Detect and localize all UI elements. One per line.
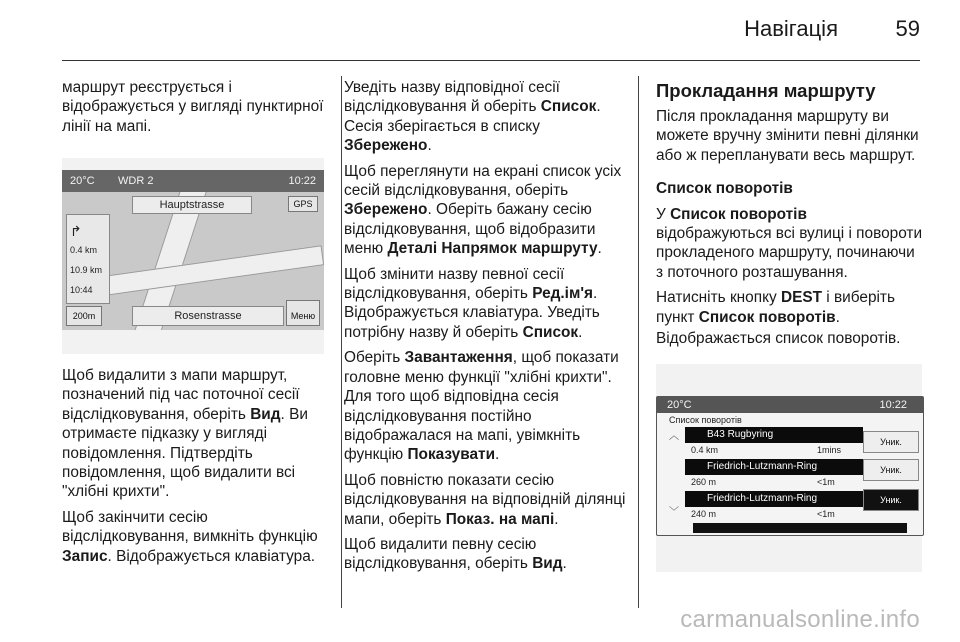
turn-list-display xyxy=(656,396,924,536)
turn-row[interactable] xyxy=(685,491,863,507)
temperature: 20°C xyxy=(667,399,692,411)
avoid-button[interactable]: Уник. xyxy=(863,489,919,511)
page-title: Навігація xyxy=(744,16,838,41)
map-scale[interactable]: 200m xyxy=(66,306,102,326)
map-road xyxy=(82,245,324,298)
paragraph: Щоб переглянути на екрані список усіх сесій відслідковування, оберіть Збережено. Оберіть бажану сесію відслідковування, щоб відобразити меню Деталі Напрямок маршруту. xyxy=(344,162,622,258)
bold-term: Вид xyxy=(532,555,563,573)
paragraph: Щоб змінити назву певної сесії відслідковування, оберіть Ред.ім'я. Відображується клавіатура. Уведіть потрібну назву й оберіть Список. xyxy=(344,265,600,341)
bold-term: Запис xyxy=(62,547,108,565)
map-area xyxy=(62,192,324,330)
bold-term: Завантаження xyxy=(404,349,513,367)
list-title: Список поворотів xyxy=(669,415,742,425)
bold-term: Ред.ім'я xyxy=(532,285,593,303)
bold-term: Показувати xyxy=(407,446,496,464)
bold-term: Вид xyxy=(250,405,281,423)
menu-label: Меню xyxy=(290,311,316,321)
street-name: B43 Rugbyring xyxy=(707,429,774,440)
paragraph: Відображається список поворотів. xyxy=(656,330,901,348)
status-bar xyxy=(657,397,923,413)
street-name: Friedrich-Lutzmann-Ring xyxy=(707,493,818,504)
paragraph: Після прокладання маршруту ви можете вручну змінити певні ділянки або ж перепланувати весь маршрут. xyxy=(656,108,919,164)
turn-list-screenshot xyxy=(656,364,922,572)
bold-term: Список xyxy=(522,323,579,341)
subsection-heading: Список поворотів xyxy=(656,180,793,198)
paragraph: Щоб повністю показати сесію відслідковування на відповідній ділянці мапи, оберіть Показ. на мапі. xyxy=(344,471,626,528)
temperature: 20°C xyxy=(70,175,95,187)
chevron-down-icon[interactable]: ﹀ xyxy=(669,507,679,518)
street-label-top: Hauptstrasse xyxy=(132,196,252,214)
turn-row[interactable] xyxy=(685,427,863,443)
paragraph: Натисніть кнопку DEST і виберіть пункт Список поворотів. xyxy=(656,289,895,326)
paragraph: У Список поворотів відображуються всі вулиці і повороти прокладеного маршруту, починаючи з поточного розташування. xyxy=(656,205,923,281)
bold-term: Список поворотів xyxy=(698,308,836,326)
column-divider xyxy=(638,76,639,608)
page-number: 59 xyxy=(895,16,920,41)
chevron-up-icon[interactable]: ︿ xyxy=(669,431,679,442)
turn-arrow-icon: ↱ xyxy=(70,223,82,239)
paragraph: маршрут реєструється і відображується у вигляді пунктирної лінії на мапі. xyxy=(62,79,324,135)
header-rule xyxy=(62,60,920,61)
bold-term: Деталі Напрямок маршруту xyxy=(387,240,598,258)
turn-distance: 0.4 km xyxy=(691,445,719,455)
page-header xyxy=(62,0,920,61)
column-1 xyxy=(62,78,330,142)
turn-time: <1m xyxy=(817,509,835,519)
bold-term: Збережено xyxy=(344,201,428,219)
arrival-time: 10:44 xyxy=(70,285,93,295)
avoid-button[interactable]: Уник. xyxy=(863,431,919,453)
bottom-bar xyxy=(693,523,907,533)
turn-row[interactable] xyxy=(685,459,863,475)
bold-term: Список xyxy=(540,98,597,116)
turn-time: <1m xyxy=(817,477,835,487)
avoid-button[interactable]: Уник. xyxy=(863,459,919,481)
guidance-panel xyxy=(66,214,110,304)
distance-to-turn: 0.4 km xyxy=(70,245,98,255)
status-bar xyxy=(62,170,324,192)
street-label-bottom: Rosenstrasse xyxy=(132,306,284,326)
column-divider xyxy=(341,76,342,608)
map-display xyxy=(62,170,324,330)
column-1-lower xyxy=(62,366,330,572)
menu-button[interactable] xyxy=(286,300,320,326)
section-heading: Прокладання маршруту xyxy=(656,80,876,101)
column-2 xyxy=(344,78,626,580)
map-screenshot xyxy=(62,158,324,354)
bold-term: Показ. на мапі xyxy=(445,510,555,528)
clock: 10:22 xyxy=(879,399,907,411)
bold-term: DEST xyxy=(780,289,822,307)
paragraph: Щоб видалити з мапи маршрут, позначений під час поточної сесії відслідковування, оберіть Вид. Ви отримаєте підказку у вигляді повідомлення. Підтвердіть повідомлення, щоб видалити всі "хлібні крихти". xyxy=(62,367,308,501)
turn-distance: 240 m xyxy=(691,509,717,519)
turn-time: 1mins xyxy=(817,445,842,455)
column-3 xyxy=(656,80,924,354)
distance-remaining: 10.9 km xyxy=(70,265,103,275)
paragraph: Щоб видалити певну сесію відслідковування, оберіть Вид. xyxy=(344,535,567,573)
radio-station: WDR 2 xyxy=(118,175,154,187)
paragraph: Оберіть Завантаження, щоб показати головне меню функції "хлібні крихти". Для того щоб відповідна сесія відслідковування постійно відображалася на мапі, увімкніть функцію Показувати. xyxy=(344,349,619,464)
street-name: Friedrich-Lutzmann-Ring xyxy=(707,461,818,472)
bold-term: Список поворотів xyxy=(670,205,807,223)
paragraph: Уведіть назву відповідної сесії відслідковування й оберіть Список. Сесія зберігається в списку Збережено. xyxy=(344,79,601,155)
gps-badge[interactable]: GPS xyxy=(288,196,318,212)
bold-term: Збережено xyxy=(344,137,428,155)
clock: 10:22 xyxy=(288,175,316,187)
watermark: carmanualsonline.info xyxy=(680,606,920,633)
paragraph: Щоб закінчити сесію відслідковування, вимкніть функцію Запис. Відображується клавіатура. xyxy=(62,508,318,565)
turn-distance: 260 m xyxy=(691,477,717,487)
